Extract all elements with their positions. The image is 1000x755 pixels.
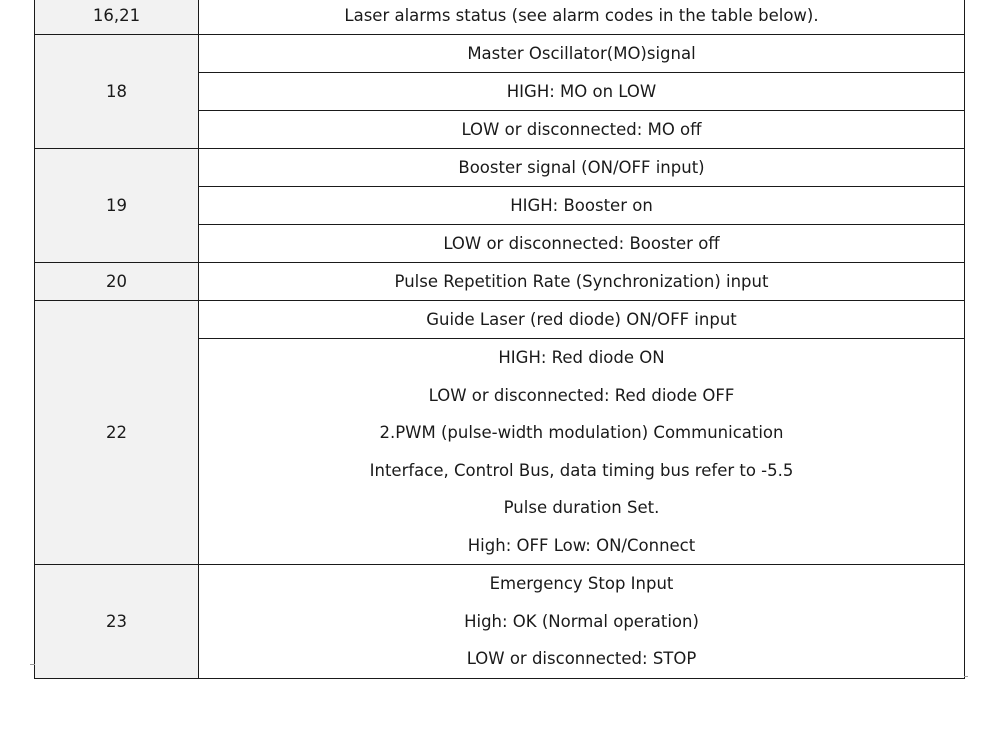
description-line: LOW or disconnected: STOP — [466, 649, 697, 668]
pin-description: Guide Laser (red diode) ON/OFF input — [199, 301, 965, 339]
pin-number: 18 — [35, 35, 199, 149]
description-line: High: OK (Normal operation) — [464, 611, 699, 631]
pin-number: 19 — [35, 149, 199, 263]
description-line: Pulse duration Set. — [503, 498, 660, 517]
pin-number: 22 — [35, 301, 199, 565]
description-line: HIGH: Red diode ON — [498, 348, 665, 367]
description-line: High: OFF Low: ON/Connect — [467, 535, 696, 555]
pin-description: Laser alarms status (see alarm codes in the table below). — [199, 0, 965, 35]
table-row — [35, 149, 965, 187]
table-row — [35, 301, 965, 339]
table-row — [35, 565, 965, 679]
description-line: LOW or disconnected: Red diode OFF — [428, 385, 735, 405]
pin-description: LOW or disconnected: Booster off — [199, 225, 965, 263]
description-line: Emergency Stop Input — [489, 574, 674, 593]
page-edge-mark-right — [964, 676, 968, 677]
pin-description: Master Oscillator(MO)signal — [199, 35, 965, 73]
description-line: 2.PWM (pulse-width modulation) Communication — [379, 423, 784, 442]
pin-description: LOW or disconnected: MO off — [199, 111, 965, 149]
pin-description: Booster signal (ON/OFF input) — [199, 149, 965, 187]
pin-number: 23 — [35, 565, 199, 679]
pin-description-block — [199, 565, 965, 679]
table-row — [35, 0, 965, 35]
table-row — [35, 35, 965, 73]
pin-number: 16,21 — [35, 0, 199, 35]
pin-description: HIGH: Booster on — [199, 187, 965, 225]
table-row — [35, 263, 965, 301]
page-edge-mark-left — [30, 664, 35, 665]
pin-number: 20 — [35, 263, 199, 301]
pin-description-block — [199, 339, 965, 565]
pin-description-table — [34, 0, 965, 679]
pin-description: HIGH: MO on LOW — [199, 73, 965, 111]
description-line: Interface, Control Bus, data timing bus refer to -5.5 — [369, 460, 794, 480]
pin-description: Pulse Repetition Rate (Synchronization) input — [199, 263, 965, 301]
